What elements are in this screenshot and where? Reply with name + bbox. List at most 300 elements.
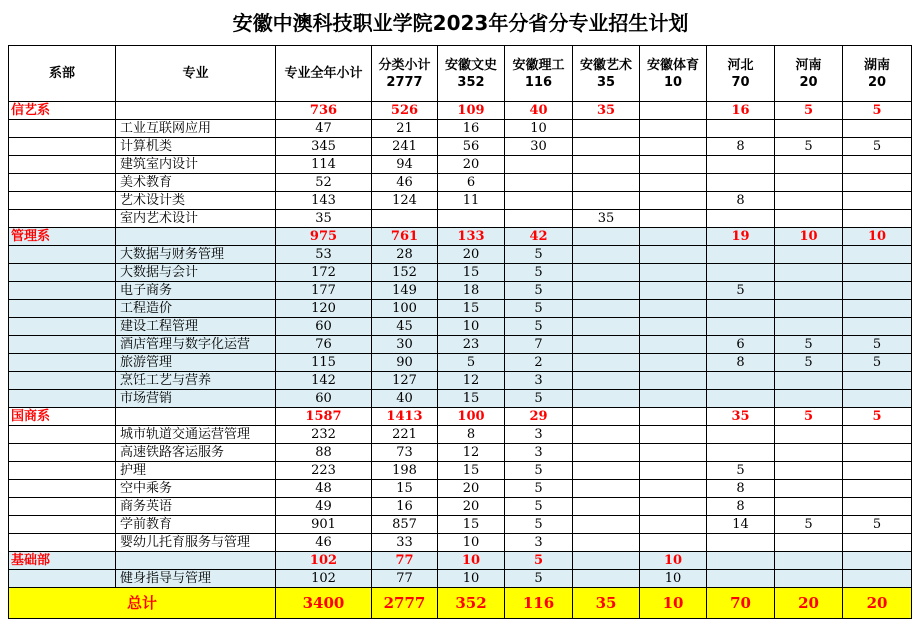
quota-cell	[843, 552, 912, 570]
quota-cell	[775, 426, 843, 444]
quota-cell	[775, 156, 843, 174]
quota-cell: 77	[372, 552, 438, 570]
column-header-quota: 10	[663, 74, 683, 90]
quota-cell: 8	[707, 354, 775, 372]
quota-cell	[640, 246, 707, 264]
department-cell	[9, 174, 116, 192]
quota-cell	[573, 192, 640, 210]
department-cell: 管理系	[9, 228, 116, 246]
department-cell	[9, 516, 116, 534]
quota-cell: 15	[438, 462, 505, 480]
quota-cell	[640, 300, 707, 318]
quota-cell	[707, 444, 775, 462]
quota-cell: 5	[505, 300, 573, 318]
quota-cell: 8	[707, 138, 775, 156]
column-header-quota: 70	[731, 74, 750, 90]
quota-cell: 109	[438, 102, 505, 120]
quota-cell: 14	[707, 516, 775, 534]
quota-cell: 5	[775, 516, 843, 534]
quota-cell: 60	[276, 318, 372, 336]
column-header-title: 安徽理工	[512, 57, 565, 73]
quota-cell: 100	[438, 408, 505, 426]
major-row	[9, 354, 912, 372]
quota-cell	[573, 282, 640, 300]
quota-cell	[843, 462, 912, 480]
quota-cell: 5	[505, 480, 573, 498]
quota-cell: 16	[438, 120, 505, 138]
quota-cell: 901	[276, 516, 372, 534]
column-header	[843, 46, 912, 102]
quota-cell	[707, 390, 775, 408]
department-cell	[9, 462, 116, 480]
quota-cell: 6	[707, 336, 775, 354]
quota-cell: 5	[775, 354, 843, 372]
quota-cell	[573, 120, 640, 138]
column-header-title: 系部	[48, 66, 75, 81]
column-header-title: 分类小计	[378, 57, 431, 73]
major-cell: 工业互联网应用	[116, 120, 276, 138]
column-header-quota: 35	[596, 74, 616, 90]
quota-cell	[775, 444, 843, 462]
quota-cell	[640, 318, 707, 336]
quota-cell: 12	[438, 444, 505, 462]
quota-cell: 100	[372, 300, 438, 318]
quota-cell	[843, 282, 912, 300]
column-header	[640, 46, 707, 102]
quota-cell	[775, 210, 843, 228]
quota-cell	[573, 246, 640, 264]
total-cell: 20	[843, 588, 912, 619]
quota-cell: 8	[438, 426, 505, 444]
quota-cell: 5	[843, 138, 912, 156]
department-row	[9, 552, 912, 570]
quota-cell	[707, 174, 775, 192]
quota-cell: 115	[276, 354, 372, 372]
quota-cell	[640, 426, 707, 444]
quota-cell: 3	[505, 426, 573, 444]
quota-cell	[707, 120, 775, 138]
quota-cell	[573, 426, 640, 444]
major-row	[9, 156, 912, 174]
department-cell	[9, 282, 116, 300]
quota-cell: 172	[276, 264, 372, 282]
quota-cell	[640, 264, 707, 282]
major-cell: 烹饪工艺与营养	[116, 372, 276, 390]
quota-cell: 5	[505, 390, 573, 408]
quota-cell: 35	[573, 102, 640, 120]
quota-cell: 526	[372, 102, 438, 120]
department-cell	[9, 210, 116, 228]
quota-cell	[640, 228, 707, 246]
column-header	[9, 46, 116, 102]
quota-cell	[505, 210, 573, 228]
department-cell	[9, 264, 116, 282]
quota-cell: 3	[505, 372, 573, 390]
quota-cell: 5	[505, 264, 573, 282]
quota-cell: 40	[372, 390, 438, 408]
department-cell: 基础部	[9, 552, 116, 570]
quota-cell: 76	[276, 336, 372, 354]
quota-cell: 152	[372, 264, 438, 282]
total-label: 总计	[9, 588, 276, 619]
quota-cell: 5	[505, 516, 573, 534]
major-cell: 电子商务	[116, 282, 276, 300]
quota-cell: 5	[843, 354, 912, 372]
quota-cell: 5	[505, 570, 573, 588]
department-cell	[9, 138, 116, 156]
quota-cell	[707, 534, 775, 552]
quota-cell: 3	[505, 534, 573, 552]
column-header	[116, 46, 276, 102]
major-cell: 艺术设计类	[116, 192, 276, 210]
quota-cell: 33	[372, 534, 438, 552]
quota-cell	[438, 210, 505, 228]
department-cell	[9, 246, 116, 264]
major-row	[9, 372, 912, 390]
quota-cell	[505, 174, 573, 192]
quota-cell	[843, 318, 912, 336]
major-row	[9, 282, 912, 300]
department-cell	[9, 354, 116, 372]
column-header-title: 专业全年小计	[284, 66, 363, 81]
quota-cell: 10	[438, 570, 505, 588]
column-header-title: 安徽艺术	[579, 57, 632, 73]
quota-cell: 177	[276, 282, 372, 300]
quota-cell: 30	[505, 138, 573, 156]
quota-cell: 15	[372, 480, 438, 498]
quota-cell	[707, 552, 775, 570]
major-cell	[116, 408, 276, 426]
quota-cell: 5	[775, 336, 843, 354]
quota-cell	[640, 174, 707, 192]
quota-cell	[640, 192, 707, 210]
major-cell: 护理	[116, 462, 276, 480]
quota-cell	[573, 336, 640, 354]
major-row	[9, 534, 912, 552]
column-header	[775, 46, 843, 102]
major-cell: 学前教育	[116, 516, 276, 534]
quota-cell	[775, 390, 843, 408]
quota-cell	[775, 534, 843, 552]
column-header-title: 湖南	[863, 57, 890, 73]
major-cell: 婴幼儿托育服务与管理	[116, 534, 276, 552]
major-cell: 旅游管理	[116, 354, 276, 372]
quota-cell: 5	[775, 102, 843, 120]
column-header-title: 河北	[727, 57, 754, 73]
quota-cell: 35	[707, 408, 775, 426]
quota-cell: 35	[573, 210, 640, 228]
quota-cell: 761	[372, 228, 438, 246]
quota-cell	[843, 426, 912, 444]
major-cell	[116, 228, 276, 246]
quota-cell	[707, 246, 775, 264]
quota-cell: 10	[505, 120, 573, 138]
total-cell: 2777	[372, 588, 438, 619]
quota-cell: 120	[276, 300, 372, 318]
quota-cell: 20	[438, 480, 505, 498]
quota-cell	[573, 516, 640, 534]
quota-cell	[843, 120, 912, 138]
quota-cell: 1413	[372, 408, 438, 426]
quota-cell: 2	[505, 354, 573, 372]
quota-cell: 8	[707, 498, 775, 516]
quota-cell: 46	[276, 534, 372, 552]
quota-cell: 30	[372, 336, 438, 354]
major-row	[9, 210, 912, 228]
major-cell: 高速铁路客运服务	[116, 444, 276, 462]
quota-cell	[775, 282, 843, 300]
column-header	[372, 46, 438, 102]
quota-cell	[707, 300, 775, 318]
department-cell: 国商系	[9, 408, 116, 426]
quota-cell	[573, 570, 640, 588]
total-row	[9, 588, 912, 619]
quota-cell: 35	[276, 210, 372, 228]
quota-cell	[640, 336, 707, 354]
quota-cell	[775, 300, 843, 318]
major-cell: 工程造价	[116, 300, 276, 318]
quota-cell: 11	[438, 192, 505, 210]
quota-cell: 5	[775, 408, 843, 426]
department-row	[9, 408, 912, 426]
department-cell	[9, 570, 116, 588]
quota-cell: 20	[438, 156, 505, 174]
quota-cell	[843, 534, 912, 552]
quota-cell: 5	[707, 282, 775, 300]
quota-cell	[640, 390, 707, 408]
major-row	[9, 570, 912, 588]
major-cell: 酒店管理与数字化运营	[116, 336, 276, 354]
quota-cell: 6	[438, 174, 505, 192]
major-cell: 市场营销	[116, 390, 276, 408]
department-cell	[9, 318, 116, 336]
quota-cell	[843, 210, 912, 228]
quota-cell	[775, 192, 843, 210]
quota-cell: 77	[372, 570, 438, 588]
major-row	[9, 174, 912, 192]
quota-cell: 21	[372, 120, 438, 138]
department-cell	[9, 480, 116, 498]
major-row	[9, 138, 912, 156]
quota-cell: 45	[372, 318, 438, 336]
quota-cell: 15	[438, 264, 505, 282]
quota-cell: 20	[438, 498, 505, 516]
department-row	[9, 228, 912, 246]
column-header-quota: 20	[867, 74, 887, 90]
column-header	[573, 46, 640, 102]
department-cell	[9, 390, 116, 408]
quota-cell	[775, 462, 843, 480]
quota-cell	[573, 480, 640, 498]
major-cell: 美术教育	[116, 174, 276, 192]
quota-cell	[640, 156, 707, 174]
department-cell	[9, 426, 116, 444]
quota-cell	[573, 372, 640, 390]
quota-cell	[640, 462, 707, 480]
quota-cell: 149	[372, 282, 438, 300]
quota-cell	[707, 210, 775, 228]
column-header	[707, 46, 775, 102]
major-cell: 城市轨道交通运营管理	[116, 426, 276, 444]
major-cell: 室内艺术设计	[116, 210, 276, 228]
quota-cell	[640, 138, 707, 156]
quota-cell	[573, 228, 640, 246]
quota-cell	[640, 102, 707, 120]
column-header-title: 安徽体育	[646, 57, 699, 73]
enrollment-plan-table	[8, 45, 912, 619]
quota-cell: 736	[276, 102, 372, 120]
major-row	[9, 462, 912, 480]
quota-cell	[573, 462, 640, 480]
quota-cell	[843, 300, 912, 318]
department-cell	[9, 534, 116, 552]
major-row	[9, 264, 912, 282]
quota-cell: 56	[438, 138, 505, 156]
column-header-quota: 352	[457, 74, 485, 90]
quota-cell	[640, 354, 707, 372]
major-row	[9, 390, 912, 408]
quota-cell: 46	[372, 174, 438, 192]
column-header	[276, 46, 372, 102]
column-header-title: 专业	[182, 66, 209, 81]
quota-cell	[843, 264, 912, 282]
quota-cell	[640, 444, 707, 462]
quota-cell: 19	[707, 228, 775, 246]
column-header-quota: 2777	[386, 74, 423, 90]
quota-cell	[775, 264, 843, 282]
department-cell	[9, 120, 116, 138]
quota-cell: 53	[276, 246, 372, 264]
quota-cell: 5	[505, 246, 573, 264]
quota-cell	[843, 570, 912, 588]
quota-cell: 40	[505, 102, 573, 120]
department-row	[9, 102, 912, 120]
quota-cell	[707, 570, 775, 588]
column-header-quota: 116	[524, 74, 553, 90]
major-cell: 建设工程管理	[116, 318, 276, 336]
quota-cell	[843, 498, 912, 516]
quota-cell	[573, 264, 640, 282]
quota-cell: 5	[505, 462, 573, 480]
quota-cell	[640, 498, 707, 516]
quota-cell: 60	[276, 390, 372, 408]
quota-cell	[775, 318, 843, 336]
quota-cell	[573, 318, 640, 336]
department-cell: 信艺系	[9, 102, 116, 120]
quota-cell	[775, 120, 843, 138]
quota-cell: 5	[775, 138, 843, 156]
quota-cell	[707, 372, 775, 390]
quota-cell: 975	[276, 228, 372, 246]
quota-cell: 5	[843, 516, 912, 534]
quota-cell: 5	[843, 102, 912, 120]
quota-cell	[843, 444, 912, 462]
quota-cell: 221	[372, 426, 438, 444]
quota-cell	[640, 282, 707, 300]
quota-cell: 10	[438, 552, 505, 570]
quota-cell: 345	[276, 138, 372, 156]
quota-cell: 29	[505, 408, 573, 426]
header-row	[9, 46, 912, 102]
quota-cell: 5	[843, 336, 912, 354]
quota-cell: 18	[438, 282, 505, 300]
quota-cell	[843, 246, 912, 264]
quota-cell	[573, 390, 640, 408]
quota-cell	[505, 156, 573, 174]
quota-cell	[707, 264, 775, 282]
quota-cell	[640, 210, 707, 228]
quota-cell: 88	[276, 444, 372, 462]
quota-cell: 10	[438, 318, 505, 336]
table-body	[9, 102, 912, 619]
quota-cell: 127	[372, 372, 438, 390]
quota-cell	[775, 174, 843, 192]
quota-cell: 8	[707, 192, 775, 210]
column-header-quota: 20	[799, 74, 818, 90]
total-cell: 70	[707, 588, 775, 619]
quota-cell: 857	[372, 516, 438, 534]
quota-cell: 16	[707, 102, 775, 120]
quota-cell	[573, 300, 640, 318]
department-cell	[9, 336, 116, 354]
quota-cell: 52	[276, 174, 372, 192]
quota-cell: 5	[843, 408, 912, 426]
quota-cell	[573, 408, 640, 426]
column-header-title: 河南	[795, 57, 822, 73]
major-row	[9, 480, 912, 498]
quota-cell: 5	[438, 354, 505, 372]
quota-cell: 241	[372, 138, 438, 156]
major-row	[9, 192, 912, 210]
column-header	[438, 46, 505, 102]
quota-cell: 10	[640, 570, 707, 588]
quota-cell	[775, 246, 843, 264]
quota-cell: 124	[372, 192, 438, 210]
quota-cell	[573, 534, 640, 552]
total-cell: 352	[438, 588, 505, 619]
quota-cell: 15	[438, 516, 505, 534]
total-cell: 3400	[276, 588, 372, 619]
quota-cell	[775, 480, 843, 498]
quota-cell: 8	[707, 480, 775, 498]
total-cell: 20	[775, 588, 843, 619]
quota-cell: 16	[372, 498, 438, 516]
quota-cell: 73	[372, 444, 438, 462]
quota-cell	[640, 516, 707, 534]
quota-cell	[573, 552, 640, 570]
quota-cell	[573, 138, 640, 156]
quota-cell: 10	[775, 228, 843, 246]
quota-cell	[573, 354, 640, 372]
quota-cell	[640, 534, 707, 552]
quota-cell: 90	[372, 354, 438, 372]
quota-cell: 28	[372, 246, 438, 264]
quota-cell	[775, 372, 843, 390]
quota-cell	[573, 174, 640, 192]
department-cell	[9, 498, 116, 516]
department-cell	[9, 300, 116, 318]
major-cell: 建筑室内设计	[116, 156, 276, 174]
total-cell: 35	[573, 588, 640, 619]
quota-cell: 47	[276, 120, 372, 138]
quota-cell: 1587	[276, 408, 372, 426]
quota-cell	[775, 498, 843, 516]
quota-cell: 102	[276, 552, 372, 570]
quota-cell: 5	[505, 498, 573, 516]
page-title: 安徽中澳科技职业学院2023年分省分专业招生计划	[232, 11, 689, 35]
quota-cell	[640, 372, 707, 390]
quota-cell: 5	[505, 282, 573, 300]
